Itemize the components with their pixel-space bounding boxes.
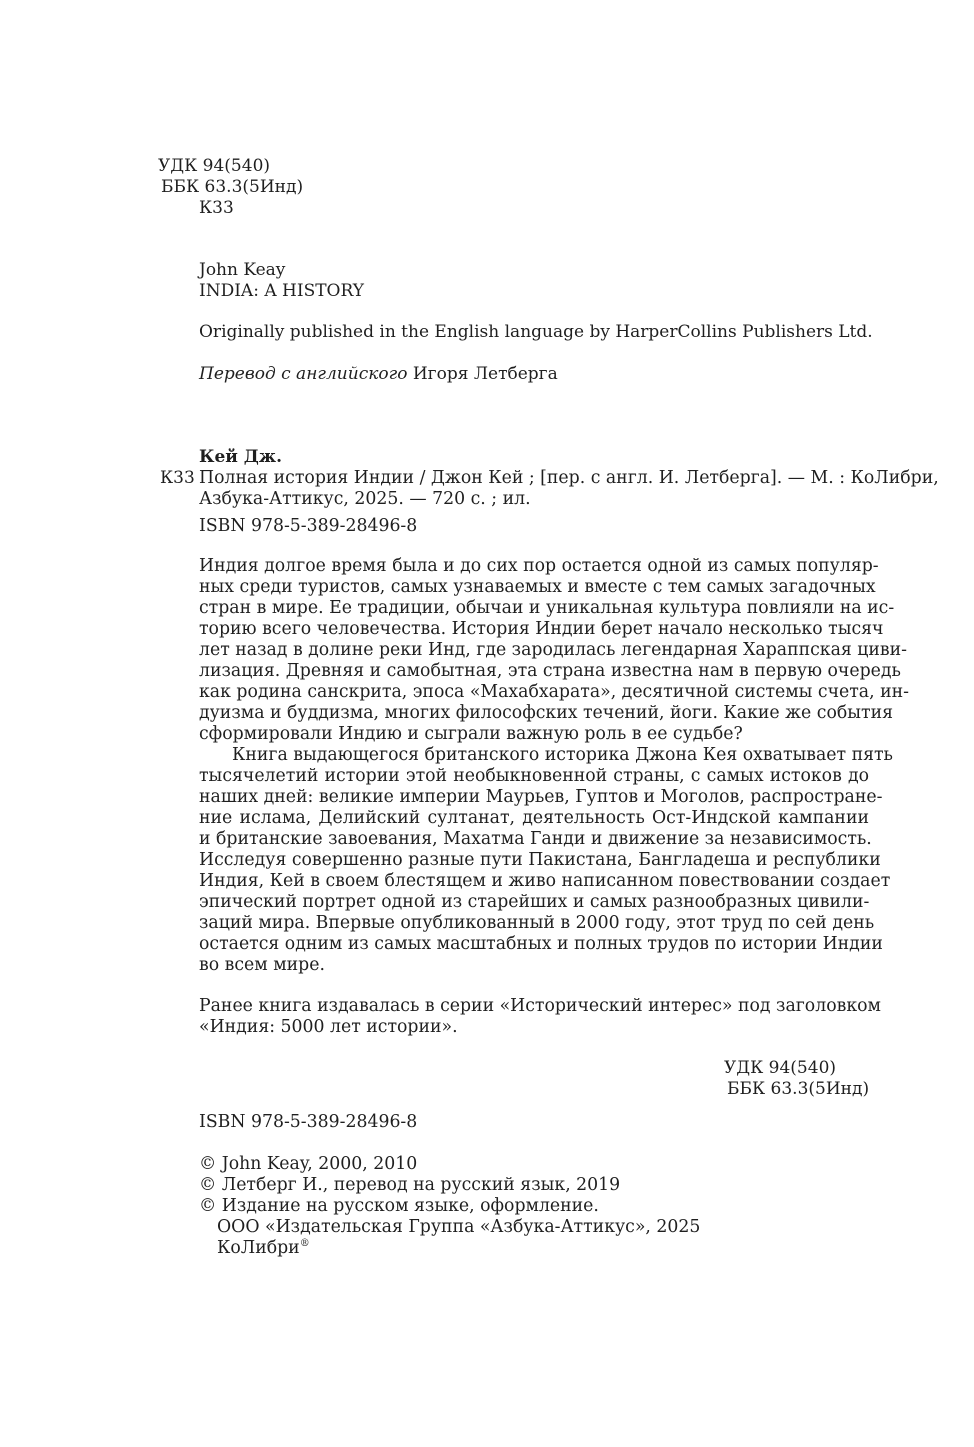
author-mark: К33 [199,198,234,218]
original-author: John Keay [199,260,286,280]
copyright-line: ООО «Издательская Группа «Азбука-Аттикус», 2025 [217,1217,701,1237]
annotation-line: Книга выдающегося британского историка Джона Кея охватывает пять [232,745,893,765]
annotation-line: «Индия: 5000 лет истории». [199,1017,458,1037]
record-mark: К33 [160,468,195,488]
copyright-imprint [217,1238,310,1259]
annotation-line: лизация. Древняя и самобытная, эта страна известна нам в первую очередь [199,661,901,681]
publisher-note: Originally published in the English language by HarperCollins Publishers Ltd. [199,322,873,342]
translation-label: Перевод с английского [199,364,408,384]
bbk-code: ББК 63.3(5Инд) [161,177,304,197]
footer-udk-code: УДК 94(540) [724,1058,837,1078]
annotation-line: сформировали Индию и сыграли важную роль в ее судьбе? [199,724,743,744]
original-title: INDIA: A HISTORY [199,281,364,301]
annotation-line: ных среди туристов, самых узнаваемых и вместе с тем самых загадочных [199,577,876,597]
udk-code: УДК 94(540) [158,156,271,176]
annotation-line: ние ислама, Делийский султанат, деятельность Ост-Индской кампании [199,808,869,828]
annotation-line: дуизма и буддизма, многих философских течений, йоги. Какие же события [199,703,893,723]
imprint-name: КоЛибри [217,1238,300,1258]
annotation-line: торию всего человечества. История Индии берет начало несколько тысяч [199,619,884,639]
annotation-line: Индия долгое время была и до сих пор остается одной из самых популяр- [199,556,879,576]
annotation-line: лет назад в долине реки Инд, где зародилась легендарная Хараппская циви- [199,640,908,660]
annotation-line: как родина санскрита, эпоса «Махабхарата», десятичной системы счета, ин- [199,682,909,702]
annotation-line: заций мира. Впервые опубликованный в 2000 году, этот труд по сей день [199,913,875,933]
copyright-line: © John Keay, 2000, 2010 [199,1154,418,1174]
translation-credit [199,364,558,385]
annotation-line: остается одним из самых масштабных и полных трудов по истории Индии [199,934,883,954]
record-line: Полная история Индии / Джон Кей ; [пер. с англ. И. Летберга]. — М. : КоЛибри, [199,468,939,488]
annotation-line: эпический портрет одной из старейших и самых разнообразных цивили- [199,892,870,912]
annotation-line: стран в мире. Ее традиции, обычаи и уникальная культура повлияли на ис- [199,598,895,618]
annotation-line: и британские завоевания, Махатма Ганди и движение за независимость. [199,829,872,849]
footer-isbn: ISBN 978-5-389-28496-8 [199,1112,418,1132]
copyright-line: © Летберг И., перевод на русский язык, 2019 [199,1175,621,1195]
annotation-line: тысячелетий истории этой необыкновенной страны, с самых истоков до [199,766,869,786]
annotation-line: Индия, Кей в своем блестящем и живо написанном повествовании создает [199,871,891,891]
annotation-line: наших дней: великие империи Маурьев, Гуптов и Моголов, распростране- [199,787,883,807]
record-line: Азбука-Аттикус, 2025. — 720 с. ; ил. [199,489,531,509]
author-heading: Кей Дж. [199,447,283,467]
annotation-line: Ранее книга издавалась в серии «Исторический интерес» под заголовком [199,996,881,1016]
copyright-line: © Издание на русском языке, оформление. [199,1196,599,1216]
registered-mark: ® [299,1238,310,1250]
footer-bbk-code: ББК 63.3(5Инд) [727,1079,870,1099]
annotation-line: Исследуя совершенно разные пути Пакистана, Бангладеша и республики [199,850,881,870]
record-isbn: ISBN 978-5-389-28496-8 [199,516,418,536]
translator-name: Игоря Летберга [412,364,558,384]
annotation-line: во всем мире. [199,955,325,975]
